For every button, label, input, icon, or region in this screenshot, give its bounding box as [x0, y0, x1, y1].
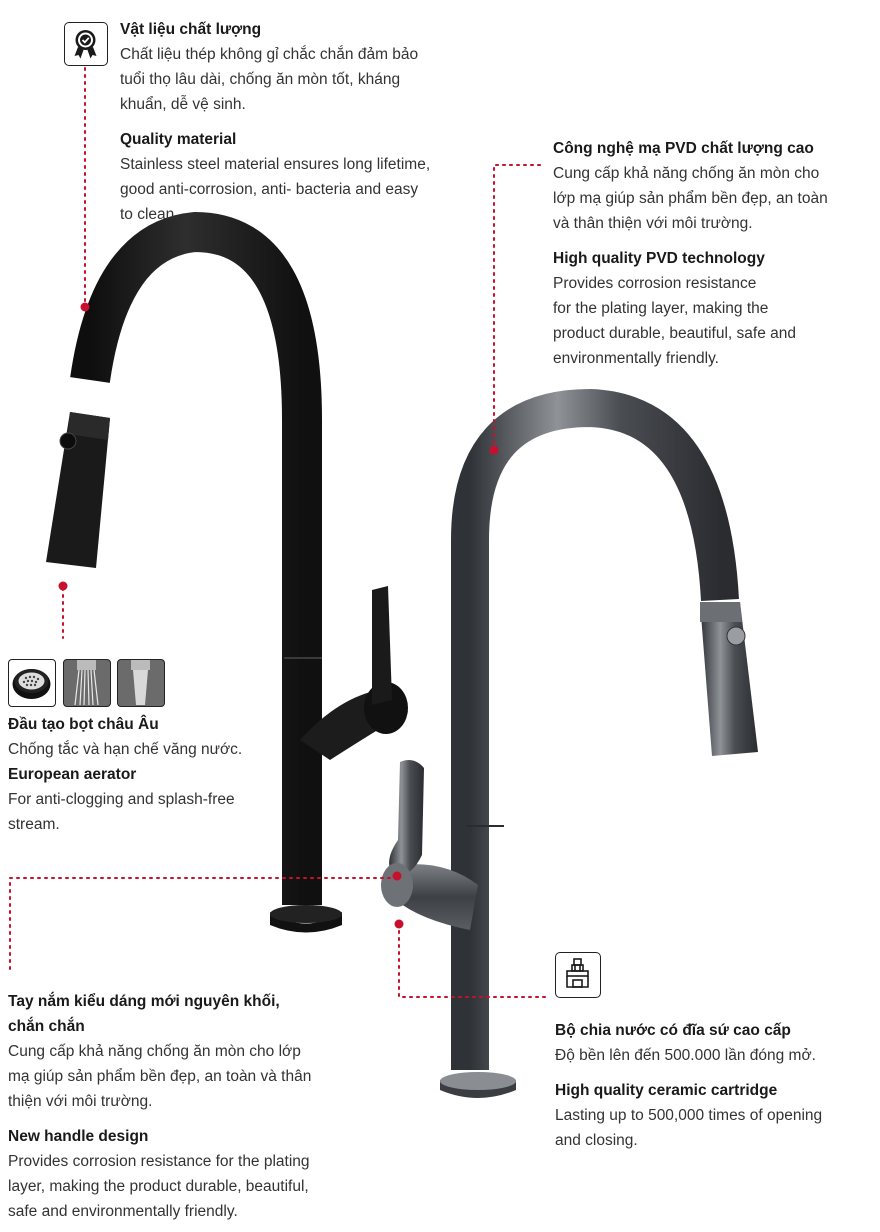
cartridge-icon	[555, 952, 601, 998]
handle-vi-line: mạ giúp sản phẩm bền đẹp, an toàn và thân	[8, 1068, 312, 1085]
cartridge-section	[555, 1018, 822, 1153]
aerator-vi-line: Chống tắc và hạn chế văng nước.	[8, 741, 243, 758]
cartridge-vi-title: Bộ chia nước có đĩa sứ cao cấp	[555, 1022, 791, 1039]
aerator-en-line: stream.	[8, 816, 60, 833]
quality-material-vi-title: Vật liệu chất lượng	[120, 21, 262, 38]
aerator-section	[8, 712, 242, 837]
handle-vi-title: Tay nắm kiểu dáng mới nguyên khối,	[8, 993, 280, 1010]
spray-mode-icon	[63, 659, 111, 707]
handle-vi-line: Cung cấp khả năng chống ăn mòn cho lớp	[8, 1043, 301, 1060]
handle-en-line: safe and environmentally friendly.	[8, 1203, 238, 1220]
quality-material-section	[120, 17, 430, 227]
quality-material-en-line: good anti-corrosion, anti- bacteria and easy	[120, 181, 419, 198]
aerator-face-icon	[8, 659, 56, 707]
aerator-en-line: For anti-clogging and splash-free	[8, 791, 235, 808]
pvd-en-line: product durable, beautiful, safe and	[553, 325, 797, 342]
pvd-en-title: High quality PVD technology	[553, 250, 765, 267]
quality-material-vi-line: Chất liệu thép không gỉ chắc chắn đảm bảo	[120, 46, 419, 63]
aerator-en-title: European aerator	[8, 766, 137, 783]
cartridge-en-line: and closing.	[555, 1132, 638, 1149]
pvd-en-line: environmentally friendly.	[553, 350, 719, 367]
handle-en-line: Provides corrosion resistance for the plating	[8, 1153, 310, 1170]
quality-material-en-line: to clean.	[120, 206, 179, 223]
handle-vi-title: chắn chắn	[8, 1018, 85, 1035]
stream-mode-icon	[117, 659, 165, 707]
quality-material-vi-line: tuổi thọ lâu dài, chống ăn mòn tốt, kháng	[120, 71, 401, 88]
pvd-en-line: for the plating layer, making the	[553, 300, 769, 317]
quality-material-vi-line: khuẩn, dễ vệ sinh.	[120, 96, 246, 113]
aerator-vi-title: Đầu tạo bọt châu Âu	[8, 716, 159, 733]
award-badge-icon	[64, 22, 108, 66]
handle-en-title: New handle design	[8, 1128, 149, 1145]
handle-vi-line: thiện với môi trường.	[8, 1093, 153, 1110]
cartridge-en-title: High quality ceramic cartridge	[555, 1082, 778, 1099]
pvd-section	[553, 136, 828, 371]
pvd-vi-title: Công nghệ mạ PVD chất lượng cao	[553, 140, 814, 157]
cartridge-vi-line: Độ bền lên đến 500.000 lần đóng mở.	[555, 1047, 816, 1064]
handle-section	[8, 989, 311, 1224]
quality-material-en-title: Quality material	[120, 131, 237, 148]
cartridge-en-line: Lasting up to 500,000 times of opening	[555, 1107, 823, 1124]
handle-en-line: layer, making the product durable, beautiful,	[8, 1178, 309, 1195]
pvd-en-line: Provides corrosion resistance	[553, 275, 757, 292]
pvd-vi-line: và thân thiện với môi trường.	[553, 215, 753, 232]
pvd-vi-line: Cung cấp khả năng chống ăn mòn cho	[553, 165, 820, 182]
quality-material-en-line: Stainless steel material ensures long lifetime,	[120, 156, 431, 173]
pvd-vi-line: lớp mạ giúp sản phẩm bền đẹp, an toàn	[553, 190, 828, 207]
